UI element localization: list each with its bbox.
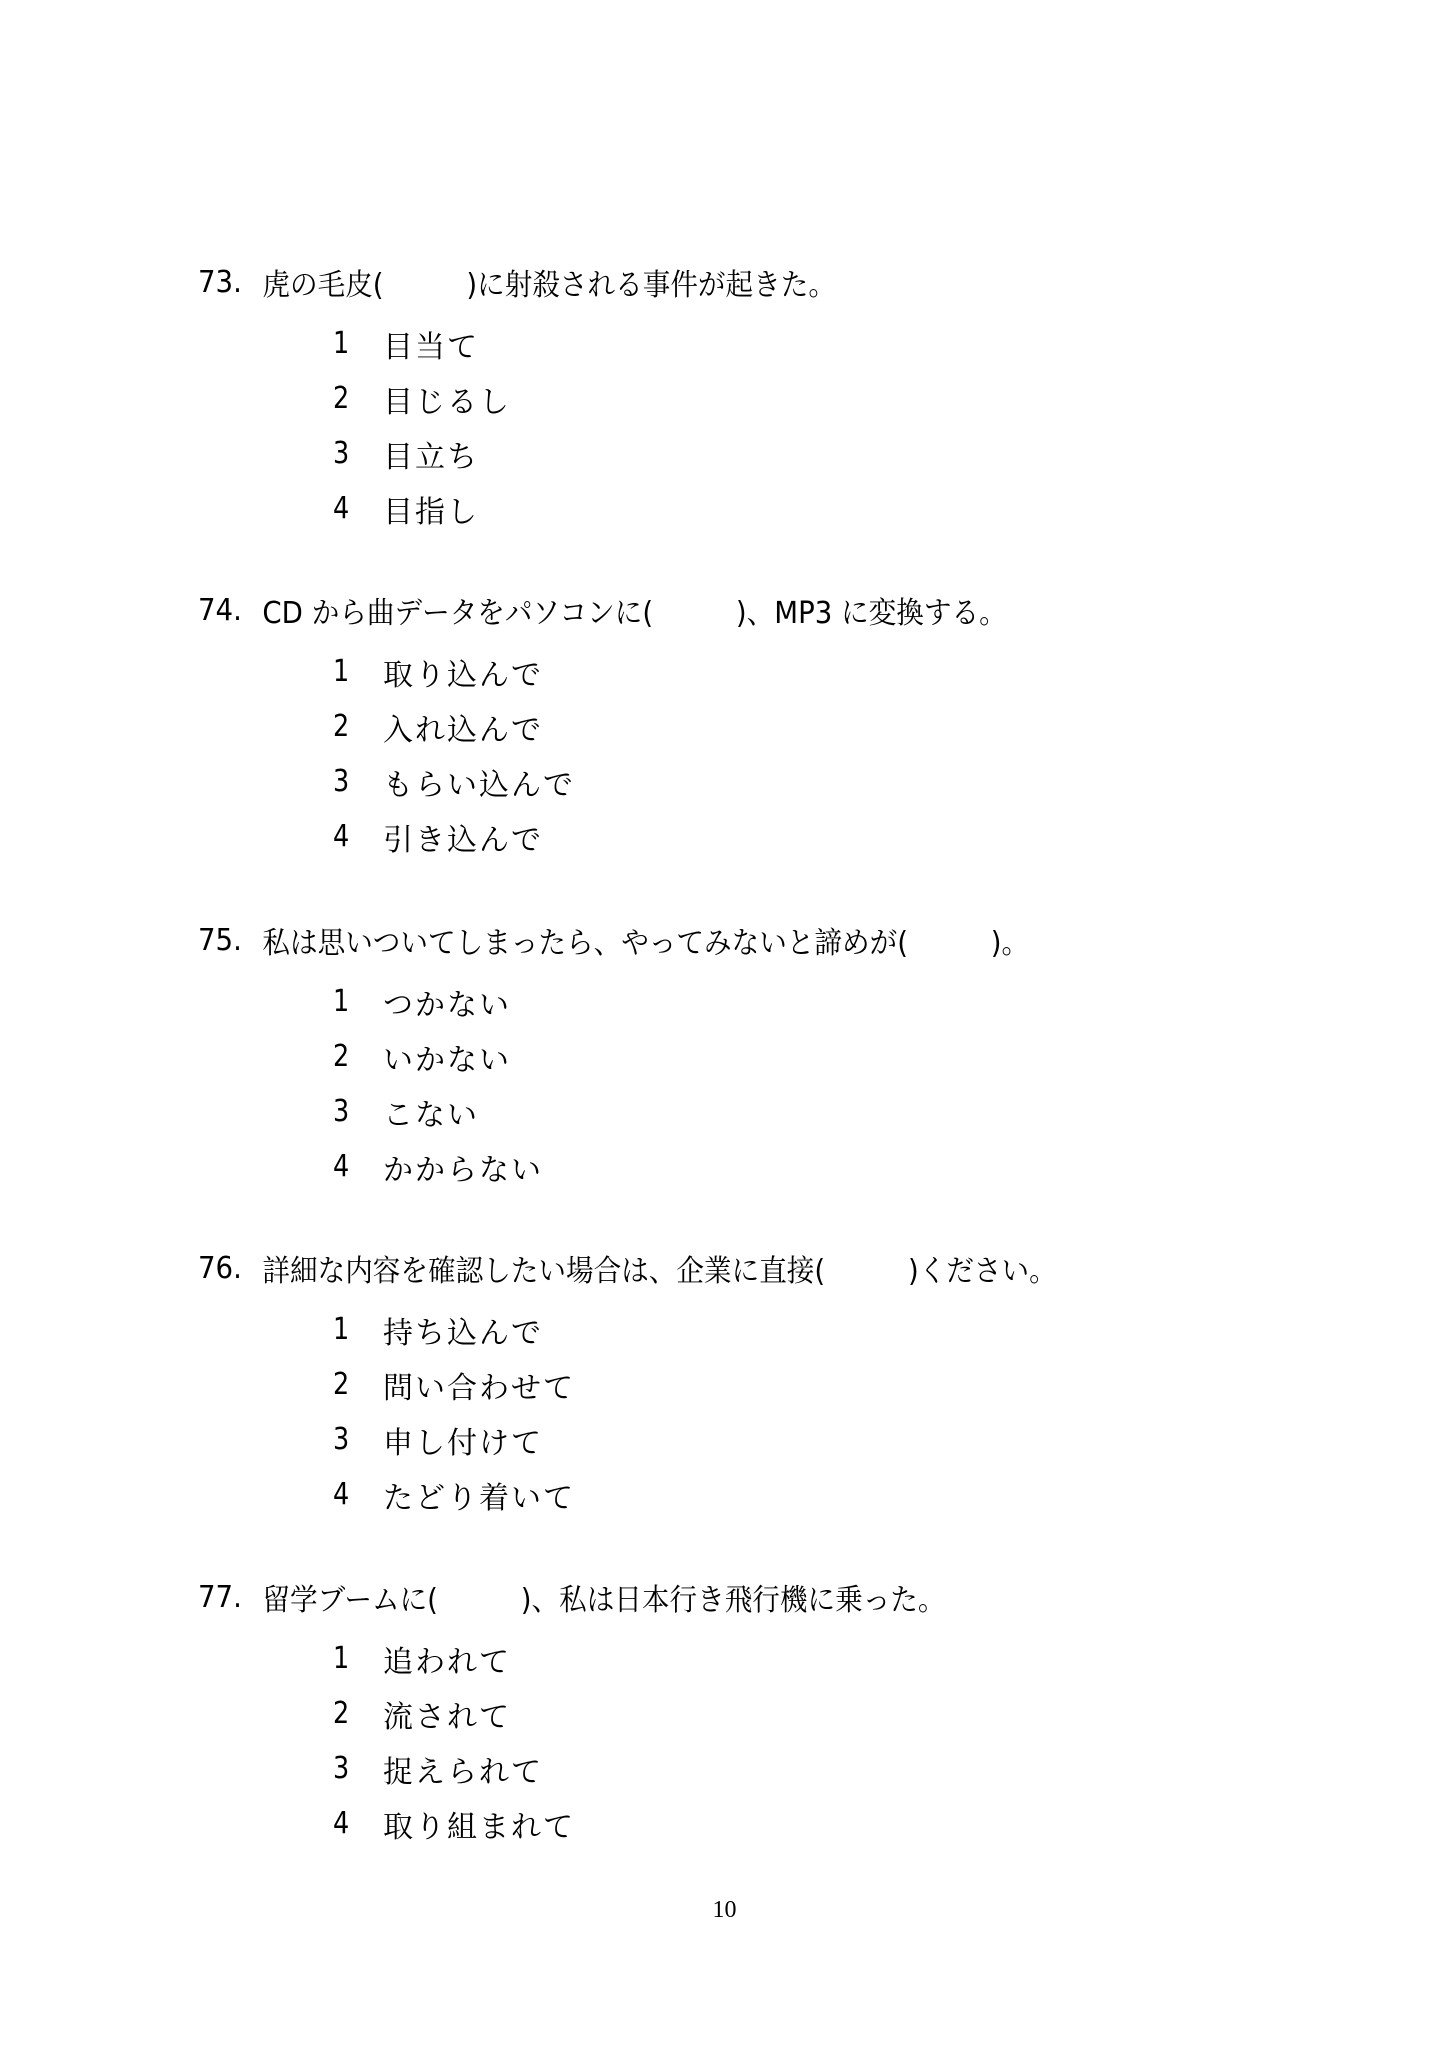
- option-number: 3: [333, 1094, 350, 1129]
- option-list: [333, 974, 1298, 1194]
- option-2[interactable]: [333, 371, 1298, 426]
- question-stem: [198, 1577, 1210, 1617]
- option-list: [333, 644, 1298, 864]
- question-number: 77.: [198, 1579, 242, 1615]
- option-text: たどり着いて: [383, 1480, 575, 1516]
- question-number: 76.: [198, 1250, 242, 1286]
- option-text: つかない: [383, 987, 511, 1023]
- question-76: [198, 1248, 1298, 1522]
- option-number: 1: [333, 1641, 350, 1676]
- option-3[interactable]: [333, 754, 1298, 809]
- option-text: いかない: [383, 1042, 511, 1078]
- question-stem: [198, 920, 1210, 960]
- option-number: 4: [333, 1806, 350, 1841]
- option-text: 引き込んで: [383, 822, 543, 858]
- question-74: [198, 590, 1298, 864]
- option-text: 持ち込んで: [383, 1315, 543, 1351]
- option-text: 捉えられて: [383, 1754, 543, 1790]
- page-number: 10: [712, 1897, 737, 1923]
- option-number: 4: [333, 819, 350, 854]
- option-4[interactable]: [333, 809, 1298, 864]
- option-text: 入れ込んで: [383, 712, 543, 748]
- option-text: 目指し: [383, 494, 479, 530]
- option-2[interactable]: [333, 699, 1298, 754]
- option-text: 流されて: [383, 1699, 511, 1735]
- option-4[interactable]: [333, 1139, 1298, 1194]
- option-1[interactable]: [333, 316, 1298, 371]
- question-text: 私は思いついてしまったら、やってみないと諦めが( )。: [262, 926, 1030, 961]
- question-text: 詳細な内容を確認したい場合は、企業に直接( )ください。: [262, 1254, 1057, 1289]
- option-2[interactable]: [333, 1357, 1298, 1412]
- option-number: 2: [333, 1367, 350, 1402]
- question-text: CD から曲データをパソコンに( )、MP3 に変換する。: [262, 596, 1007, 631]
- option-number: 2: [333, 709, 350, 744]
- option-number: 1: [333, 654, 350, 689]
- option-text: 取り込んで: [383, 657, 543, 693]
- option-2[interactable]: [333, 1029, 1298, 1084]
- option-number: 4: [333, 491, 350, 526]
- option-text: 取り組まれて: [383, 1809, 575, 1845]
- option-number: 3: [333, 1422, 350, 1457]
- option-3[interactable]: [333, 1741, 1298, 1796]
- question-73: [198, 262, 1298, 536]
- option-number: 3: [333, 1751, 350, 1786]
- question-75: [198, 920, 1298, 1194]
- question-number: 73.: [198, 264, 242, 300]
- question-stem: [198, 262, 1210, 302]
- option-number: 2: [333, 381, 350, 416]
- option-1[interactable]: [333, 1631, 1298, 1686]
- option-text: 問い合わせて: [383, 1370, 575, 1406]
- option-text: 申し付けて: [383, 1425, 543, 1461]
- question-number: 75.: [198, 922, 242, 958]
- option-text: 目じるし: [383, 384, 511, 420]
- option-number: 1: [333, 984, 350, 1019]
- option-text: 目立ち: [383, 439, 479, 475]
- option-4[interactable]: [333, 1796, 1298, 1851]
- option-1[interactable]: [333, 974, 1298, 1029]
- option-number: 1: [333, 326, 350, 361]
- option-3[interactable]: [333, 1084, 1298, 1139]
- option-list: [333, 1631, 1298, 1851]
- option-number: 3: [333, 764, 350, 799]
- option-number: 4: [333, 1477, 350, 1512]
- question-number: 74.: [198, 592, 242, 628]
- option-text: 目当て: [383, 329, 479, 365]
- option-1[interactable]: [333, 1302, 1298, 1357]
- option-text: 追われて: [383, 1644, 511, 1680]
- option-number: 2: [333, 1696, 350, 1731]
- question-text: 虎の毛皮( )に射殺される事件が起きた。: [262, 268, 836, 303]
- option-4[interactable]: [333, 481, 1298, 536]
- option-text: こない: [383, 1097, 479, 1133]
- option-3[interactable]: [333, 1412, 1298, 1467]
- option-number: 4: [333, 1149, 350, 1184]
- option-text: かからない: [383, 1152, 543, 1188]
- option-number: 3: [333, 436, 350, 471]
- question-77: [198, 1577, 1298, 1851]
- option-text: もらい込んで: [383, 767, 575, 803]
- question-stem: [198, 590, 1210, 630]
- option-number: 2: [333, 1039, 350, 1074]
- option-number: 1: [333, 1312, 350, 1347]
- option-1[interactable]: [333, 644, 1298, 699]
- question-text: 留学ブームに( )、私は日本行き飛行機に乗った。: [262, 1583, 946, 1618]
- question-stem: [198, 1248, 1210, 1288]
- option-2[interactable]: [333, 1686, 1298, 1741]
- option-list: [333, 316, 1298, 536]
- option-4[interactable]: [333, 1467, 1298, 1522]
- option-3[interactable]: [333, 426, 1298, 481]
- option-list: [333, 1302, 1298, 1522]
